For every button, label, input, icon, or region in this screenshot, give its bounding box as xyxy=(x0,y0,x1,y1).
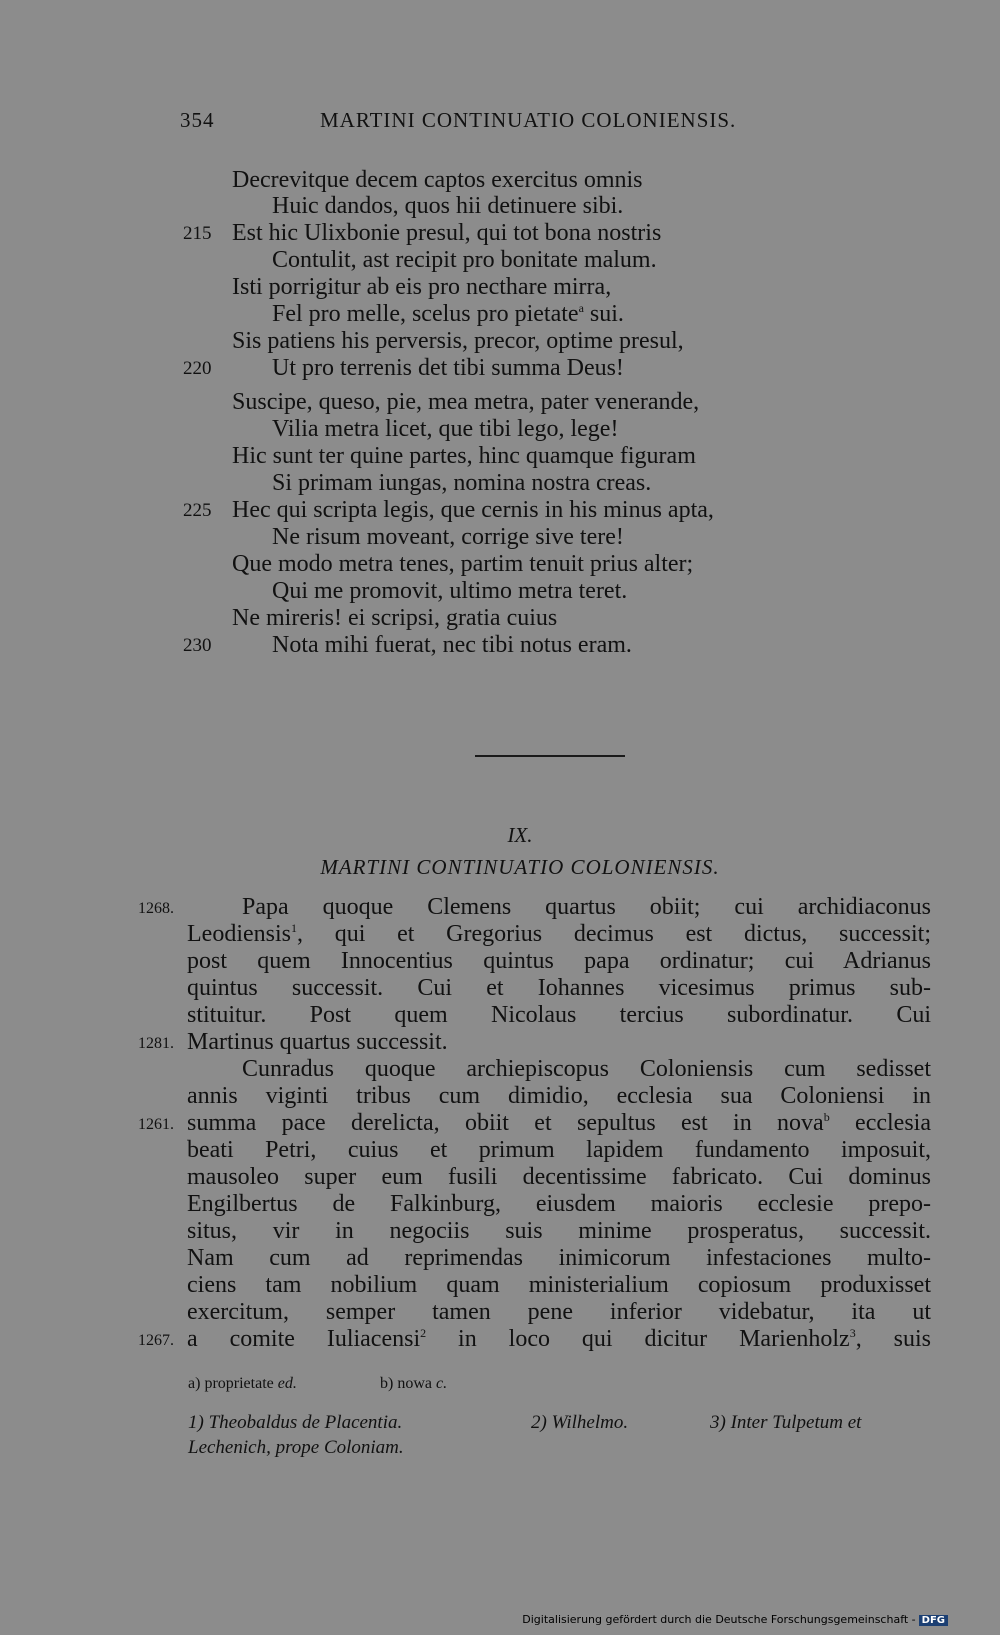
verse-line: Ut pro terrenis det tibi summa Deus! xyxy=(272,355,624,381)
verse-line: Sis patiens his perversis, precor, optime presul, xyxy=(232,328,684,354)
digitization-credit: Digitalisierung gefördert durch die Deutsche Forschungsgemeinschaft - DFG xyxy=(522,1613,948,1626)
prose-line: Leodiensis$^1$, qui et Gregorius decimus est dictus, successit; xyxy=(187,921,931,947)
prose-line: situs, vir in negociis suis minime prosperatus, successit. xyxy=(187,1218,931,1244)
prose-line: Engilbertus de Falkinburg, eiusdem maioris ecclesie prepo- xyxy=(187,1191,931,1217)
dfg-logo: DFG xyxy=(919,1615,948,1626)
verse-number: 220 xyxy=(183,358,212,379)
footnote-1: 1) Theobaldus de Placentia. xyxy=(188,1412,403,1433)
textual-footnote: a) proprietate ed. xyxy=(188,1375,297,1392)
textual-note-marker: a xyxy=(578,301,584,315)
verse-line: Contulit, ast recipit pro bonitate malum. xyxy=(272,247,657,273)
verse-line: Est hic Ulixbonie presul, qui tot bona nostris xyxy=(232,220,662,246)
verse-number: 225 xyxy=(183,500,212,521)
margin-year: 1268. xyxy=(138,900,174,917)
prose-line: ciens tam nobilium quam ministerialium copiosum produxisset xyxy=(187,1272,931,1298)
footnote-3-continued: Lechenich, prope Coloniam. xyxy=(188,1437,404,1458)
verse-line: Suscipe, queso, pie, mea metra, pater venerande, xyxy=(232,389,700,415)
verse-line: Vilia metra licet, que tibi lego, lege! xyxy=(272,416,619,442)
verse-line: Si primam iungas, nomina nostra creas. xyxy=(272,470,652,496)
prose-line: Papa quoque Clemens quartus obiit; cui archidiaconus xyxy=(242,894,931,920)
verse-line: Qui me promovit, ultimo metra teret. xyxy=(272,578,628,604)
page-number: 354 xyxy=(180,108,215,132)
margin-year: 1261. xyxy=(138,1116,174,1133)
margin-year: 1281. xyxy=(138,1035,174,1052)
textual-footnote: b) nowa c. xyxy=(380,1375,448,1392)
prose-line: stituitur. Post quem Nicolaus tercius subordinatur. Cui xyxy=(187,1002,931,1028)
prose-line: beati Petri, cuius et primum lapidem fundamento imposuit, xyxy=(187,1137,931,1163)
prose-line: exercitum, semper tamen pene inferior videbatur, ita ut xyxy=(187,1299,931,1325)
margin-year: 1267. xyxy=(138,1332,174,1349)
verse-number: 230 xyxy=(183,635,212,656)
prose-line: Martinus quartus successit. xyxy=(187,1029,448,1055)
section-title: MARTINI CONTINUATIO COLONIENSIS. xyxy=(320,855,720,879)
prose-line: a comite Iuliacensi$^2$ in loco qui dicitur Marienholz$^3$, suis xyxy=(187,1326,931,1352)
verse-line: Que modo metra tenes, partim tenuit prius alter; xyxy=(232,551,694,577)
prose-line: post quem Innocentius quintus papa ordinatur; cui Adrianus xyxy=(187,948,931,974)
footnote-3: 3) Inter Tulpetum et xyxy=(710,1412,862,1433)
prose-line: annis viginti tribus cum dimidio, ecclesia sua Coloniensi in xyxy=(187,1083,931,1109)
section-number: IX. xyxy=(507,823,533,847)
running-title: MARTINI CONTINUATIO COLONIENSIS. xyxy=(320,108,737,132)
prose-line: mausoleo super eum fusili decentissime fabricato. Cui dominus xyxy=(187,1164,931,1190)
footnote-marker: 2 xyxy=(420,1326,427,1340)
footnote-marker: 3 xyxy=(849,1326,856,1340)
verse-line: Isti porrigitur ab eis pro necthare mirra, xyxy=(232,274,612,300)
verse-line: Ne mireris! ei scripsi, gratia cuius xyxy=(232,605,558,631)
prose-line: summa pace derelicta, obiit et sepultus est in nova$^b$ ecclesia xyxy=(187,1110,931,1136)
section-divider xyxy=(475,755,625,757)
textual-note-marker: b xyxy=(823,1110,830,1124)
prose-line: Nam cum ad reprimendas inimicorum infestaciones multo- xyxy=(187,1245,931,1271)
verse-line: Nota mihi fuerat, nec tibi notus eram. xyxy=(272,632,632,658)
verse-line: Hic sunt ter quine partes, hinc quamque figuram xyxy=(232,443,696,469)
verse-line: Huic dandos, quos hii detinuere sibi. xyxy=(272,193,624,219)
footnote-2: 2) Wilhelmo. xyxy=(531,1412,629,1433)
verse-line: Decrevitque decem captos exercitus omnis xyxy=(232,167,643,193)
verse-number: 215 xyxy=(183,223,212,244)
verse-line: Fel pro melle, scelus pro pietate$^a$ sui. xyxy=(272,301,624,327)
verse-line: Ne risum moveant, corrige sive tere! xyxy=(272,524,624,550)
verse-line: Hec qui scripta legis, que cernis in his minus apta, xyxy=(232,497,714,523)
footnote-marker: 1 xyxy=(290,921,297,935)
prose-line: Cunradus quoque archiepiscopus Coloniensis cum sedisset xyxy=(242,1056,931,1082)
prose-line: quintus successit. Cui et Iohannes vicesimus primus sub- xyxy=(187,975,931,1001)
